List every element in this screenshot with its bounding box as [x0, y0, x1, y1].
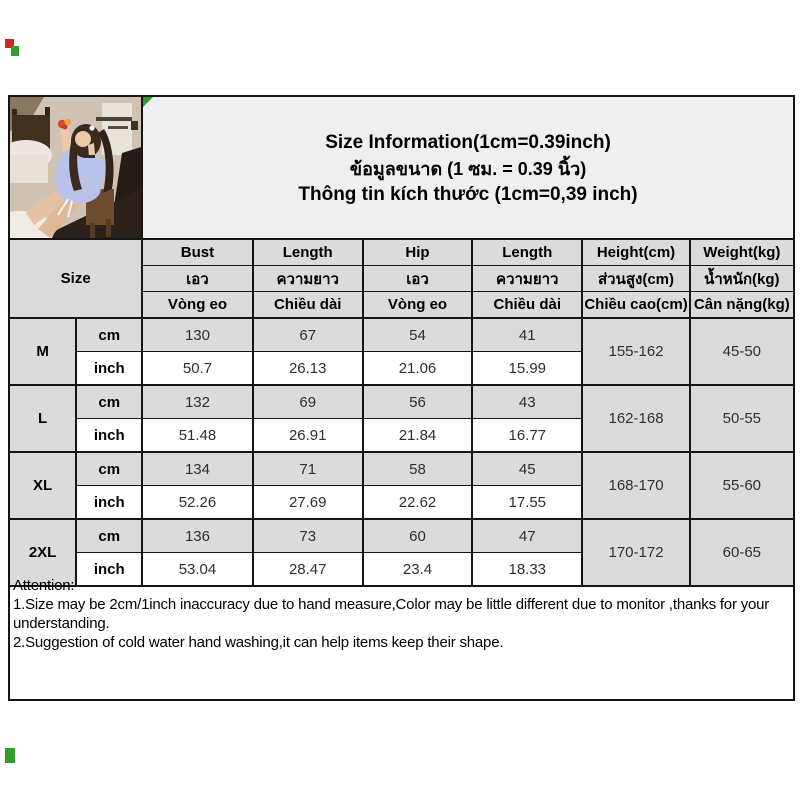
value-cell: 132 — [142, 385, 252, 419]
unit-label-cell: cm — [76, 318, 142, 352]
column-header-th-1: ความยาว — [253, 266, 363, 292]
value-cell: 16.77 — [472, 419, 582, 453]
size-chart-sheet — [8, 95, 795, 701]
value-cell: 27.69 — [253, 486, 363, 520]
column-header-th-4: ส่วนสูง(cm) — [582, 266, 689, 292]
weight-range-cell: 55-60 — [690, 452, 794, 519]
size-table-body — [9, 239, 794, 586]
value-cell: 69 — [253, 385, 363, 419]
unit-label-cell: cm — [76, 519, 142, 553]
value-cell: 134 — [142, 452, 252, 486]
unit-label-cell: inch — [76, 553, 142, 587]
value-cell: 41 — [472, 318, 582, 352]
column-header-vi-3: Chiều dài — [472, 292, 582, 319]
unit-label-cell: cm — [76, 385, 142, 419]
size-row-L-cm — [9, 385, 794, 419]
column-header-vi-2: Vòng eo — [363, 292, 472, 319]
value-cell: 43 — [472, 385, 582, 419]
value-cell: 26.91 — [253, 419, 363, 453]
weight-range-cell: 45-50 — [690, 318, 794, 385]
column-header-th-2: เอว — [363, 266, 472, 292]
value-cell: 28.47 — [253, 553, 363, 587]
value-cell: 58 — [363, 452, 472, 486]
title-line-vietnamese: Thông tin kích thước (1cm=0,39 inch) — [298, 183, 638, 205]
value-cell: 26.13 — [253, 352, 363, 386]
height-range-cell: 162-168 — [582, 385, 689, 452]
value-cell: 18.33 — [472, 553, 582, 587]
value-cell: 50.7 — [142, 352, 252, 386]
size-row-M-cm — [9, 318, 794, 352]
value-cell: 67 — [253, 318, 363, 352]
column-header-vi-5: Cân nặng(kg) — [690, 292, 794, 319]
size-row-2XL-cm — [9, 519, 794, 553]
value-cell: 47 — [472, 519, 582, 553]
title-band — [143, 97, 793, 240]
size-name-cell: L — [9, 385, 76, 452]
title-line-thai: ข้อมูลขนาด (1 ซม. = 0.39 นิ้ว) — [349, 158, 587, 179]
unit-label-cell: cm — [76, 452, 142, 486]
value-cell: 56 — [363, 385, 472, 419]
value-cell: 15.99 — [472, 352, 582, 386]
green-corner-marker — [143, 97, 153, 107]
value-cell: 52.26 — [142, 486, 252, 520]
weight-range-cell: 60-65 — [690, 519, 794, 586]
column-header-en-4: Height(cm) — [582, 239, 689, 266]
column-header-vi-4: Chiều cao(cm) — [582, 292, 689, 319]
attention-note-1: 1.Size may be 2cm/1inch inaccuracy due to hand measure,Color may be little different due to monitor ,thanks for your understanding. — [13, 596, 770, 632]
page-mark-top-left-green — [11, 46, 19, 56]
product-photo-illustration — [10, 97, 141, 240]
height-range-cell: 170-172 — [582, 519, 689, 586]
value-cell: 71 — [253, 452, 363, 486]
column-header-en-5: Weight(kg) — [690, 239, 794, 266]
value-cell: 23.4 — [363, 553, 472, 587]
size-name-cell: 2XL — [9, 519, 76, 586]
unit-label-cell: inch — [76, 486, 142, 520]
value-cell: 51.48 — [142, 419, 252, 453]
value-cell: 53.04 — [142, 553, 252, 587]
column-header-en-3: Length — [472, 239, 582, 266]
size-table — [8, 238, 795, 587]
attention-note-2: 2.Suggestion of cold water hand washing,it can help items keep their shape. — [13, 634, 504, 651]
column-header-en-2: Hip — [363, 239, 472, 266]
value-cell: 22.62 — [363, 486, 472, 520]
size-header-cell: Size — [9, 239, 142, 318]
value-cell: 136 — [142, 519, 252, 553]
value-cell: 45 — [472, 452, 582, 486]
attention-block — [13, 576, 792, 652]
size-name-cell: M — [9, 318, 76, 385]
size-row-XL-cm — [9, 452, 794, 486]
value-cell: 17.55 — [472, 486, 582, 520]
column-header-th-3: ความยาว — [472, 266, 582, 292]
column-header-vi-0: Vòng eo — [142, 292, 252, 319]
value-cell: 130 — [142, 318, 252, 352]
title-line-english: Size Information(1cm=0.39inch) — [325, 131, 611, 153]
product-photo — [10, 97, 143, 240]
value-cell: 21.84 — [363, 419, 472, 453]
value-cell: 60 — [363, 519, 472, 553]
height-range-cell: 168-170 — [582, 452, 689, 519]
size-name-cell: XL — [9, 452, 76, 519]
unit-label-cell: inch — [76, 352, 142, 386]
value-cell: 54 — [363, 318, 472, 352]
page-mark-bottom-left-green — [5, 748, 15, 763]
height-range-cell: 155-162 — [582, 318, 689, 385]
weight-range-cell: 50-55 — [690, 385, 794, 452]
column-header-th-5: น้ำหนัก(kg) — [690, 266, 794, 292]
unit-label-cell: inch — [76, 419, 142, 453]
attention-heading: Attention: — [13, 577, 75, 594]
column-header-en-1: Length — [253, 239, 363, 266]
header-row-en — [9, 239, 794, 266]
column-header-vi-1: Chiều dài — [253, 292, 363, 319]
value-cell: 73 — [253, 519, 363, 553]
column-header-en-0: Bust — [142, 239, 252, 266]
value-cell: 21.06 — [363, 352, 472, 386]
column-header-th-0: เอว — [142, 266, 252, 292]
